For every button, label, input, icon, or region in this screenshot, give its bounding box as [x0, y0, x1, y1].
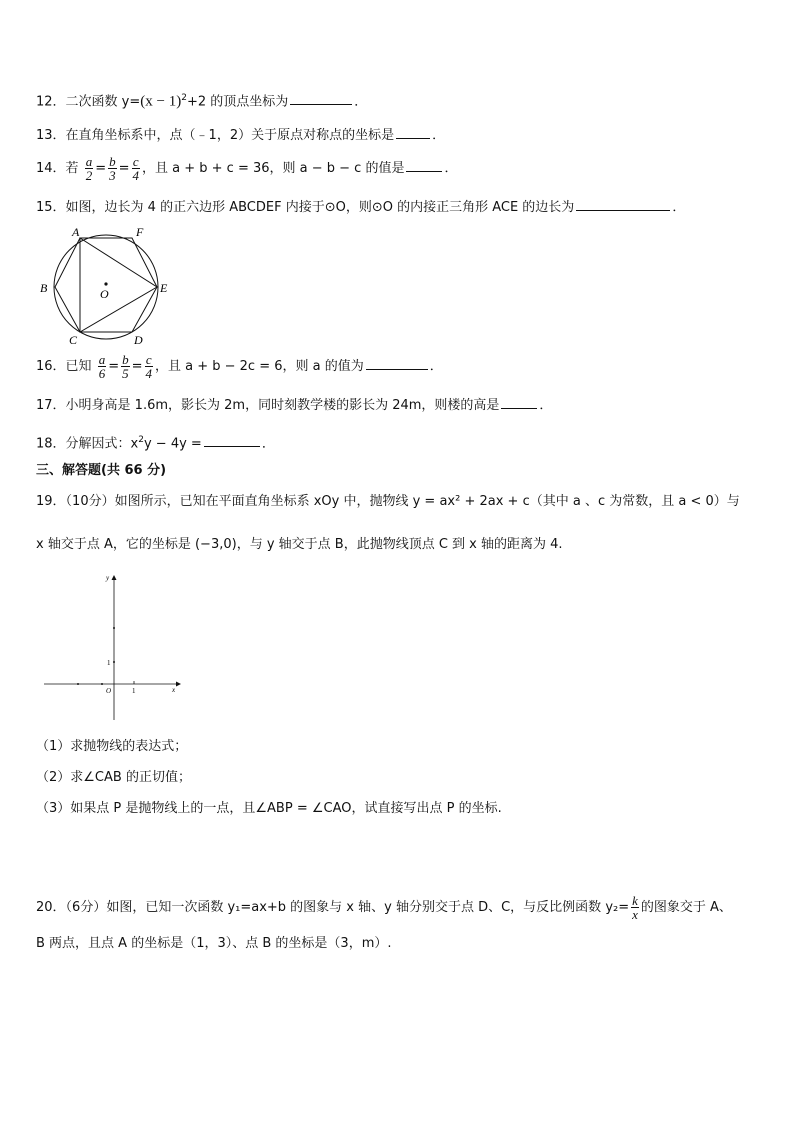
q20-line1b: 的图象交于 A、	[640, 900, 732, 915]
question-14: 14．若 $\frac{a}{2}$ = $\frac{b}{3}$ = $\frac{c}{4}$ ，且 a + b + c = 36，则 a − b − c 的值是 ．	[36, 154, 458, 183]
q14-fraction-b	[108, 155, 117, 182]
q16-f1-den: 6	[98, 366, 106, 381]
q12-prefix: 12．二次函数 y=	[36, 94, 141, 110]
question-19-sub3: （3）如果点 P 是抛物线上的一点，且∠ABP = ∠CAO，试直接写出点 P 的坐标.	[36, 801, 502, 816]
q12-expr: (x − 1)	[140, 93, 182, 110]
x-axis-arrow	[176, 682, 181, 687]
tick-y-1	[113, 661, 115, 663]
q14-prefix: 14．若	[36, 161, 79, 176]
tick-x-1-label: 1	[132, 687, 136, 695]
q12-tail: +2 的顶点坐标为	[186, 94, 289, 110]
q18-tail: y − 4y =	[143, 436, 202, 452]
tick-x-neg1	[101, 683, 103, 685]
q15-text: 15．如图，边长为 4 的正六边形 ABCDEF 内接于⊙O，则⊙O 的内接正三角形 ACE 的边长为	[36, 200, 575, 215]
q12-answer-blank[interactable]	[290, 90, 352, 105]
tick-y-1-label: 1	[107, 659, 111, 667]
q14-end: ．	[444, 161, 458, 176]
question-15	[36, 196, 685, 218]
axis-y-label: y	[106, 574, 110, 582]
q16-fraction-a	[98, 353, 107, 380]
q16-end: ．	[429, 359, 443, 374]
hexagon-figure	[36, 222, 176, 346]
q16-f3-den: 4	[145, 366, 152, 381]
q14-fraction-c	[132, 155, 141, 182]
q16-prefix: 16．已知	[36, 359, 92, 374]
q16-fraction-b	[121, 353, 130, 380]
q14-fraction-a	[85, 155, 94, 182]
question-13	[36, 124, 445, 146]
q17-text: 17．小明身高是 1.6m，影长为 2m，同时刻教学楼的影长为 24m，则楼的高是	[36, 398, 500, 413]
question-20-line1	[36, 888, 732, 928]
q20-line1a: 20．（6分）如图，已知一次函数 y₁=ax+b 的图象与 x 轴、y 轴分别交于点 D、C，与反比例函数 y₂=	[36, 900, 630, 915]
q16-f1-num: a	[98, 352, 106, 367]
q14-f2-num: b	[109, 154, 116, 169]
q13-answer-blank[interactable]	[396, 124, 430, 139]
coordinate-axes-figure	[40, 570, 185, 725]
q12-exponent: 2	[181, 93, 187, 103]
tick-y-2	[113, 627, 115, 629]
question-12	[36, 88, 367, 112]
triangle-ace	[80, 238, 157, 332]
q18-end: ．	[261, 436, 275, 452]
q14-f2-den: 3	[109, 168, 116, 183]
question-19-sub1: （1）求抛物线的表达式；	[36, 739, 188, 754]
q18-answer-blank[interactable]	[204, 432, 260, 447]
question-19-line1: 19．（10分）如图所示，已知在平面直角坐标系 xOy 中，抛物线 y = ax² + 2ax + c（其中 a 、c 为常数，且 a < 0）与	[36, 494, 740, 509]
q20-fraction-kx	[631, 894, 639, 921]
question-17	[36, 394, 552, 416]
label-c: C	[69, 333, 78, 346]
q14-f3-den: 4	[132, 168, 139, 183]
q18-prefix: 18．分解因式：x	[36, 436, 139, 452]
question-16: 16．已知 $\frac{a}{6}$ = $\frac{b}{5}$ = $\frac{c}{4}$ ，且 a + b − 2c = 6，则 a 的值为 ．	[36, 352, 443, 381]
q13-end: ．	[432, 128, 446, 143]
q14-mid: ，且 a + b + c = 36，则 a − b − c 的值是	[142, 161, 405, 176]
q15-end: ．	[672, 200, 686, 215]
q17-end: ．	[539, 398, 553, 413]
label-b: B	[40, 281, 48, 295]
axis-x-label: x	[172, 686, 176, 694]
label-d: D	[134, 333, 143, 346]
question-19-line2: x 轴交于点 A，它的坐标是 (−3,0)，与 y 轴交于点 B，此抛物线顶点 C 到 x 轴的距离为 4.	[36, 537, 563, 552]
tick-x-neg3	[77, 683, 79, 685]
section-3-title: 三、解答题(共 66 分)	[36, 463, 167, 478]
label-a: A	[72, 225, 80, 239]
q12-end: ．	[354, 94, 368, 110]
label-f: F	[136, 225, 144, 239]
center-dot	[104, 282, 107, 285]
q16-f2-den: 5	[122, 366, 129, 381]
y-axis-arrow	[112, 575, 117, 580]
q20-f-num: k	[632, 893, 638, 908]
q14-f1-den: 2	[85, 168, 93, 183]
q15-answer-blank[interactable]	[576, 196, 670, 211]
question-20-line2: B 两点，且点 A 的坐标是（1，3）、点 B 的坐标是（3，m）.	[36, 936, 392, 951]
q18-exponent: 2	[138, 435, 144, 445]
q16-mid: ，且 a + b − 2c = 6，则 a 的值为	[155, 359, 364, 374]
q16-fraction-c	[145, 353, 154, 380]
q17-answer-blank[interactable]	[501, 394, 537, 409]
label-e: E	[160, 281, 168, 295]
q14-f1-num: a	[85, 154, 93, 169]
q13-text: 13．在直角坐标系中，点（﹣1，2）关于原点对称点的坐标是	[36, 128, 395, 143]
q16-f2-num: b	[122, 352, 129, 367]
q14-f3-num: c	[132, 154, 139, 169]
question-18	[36, 430, 275, 454]
q16-f3-num: c	[145, 352, 152, 367]
question-19-sub2: （2）求∠CAB 的正切值；	[36, 770, 191, 785]
q16-answer-blank[interactable]	[366, 355, 428, 370]
origin-label: O	[106, 687, 112, 695]
q20-f-den: x	[632, 907, 638, 922]
label-o: O	[100, 287, 109, 301]
q14-answer-blank[interactable]	[406, 157, 442, 172]
